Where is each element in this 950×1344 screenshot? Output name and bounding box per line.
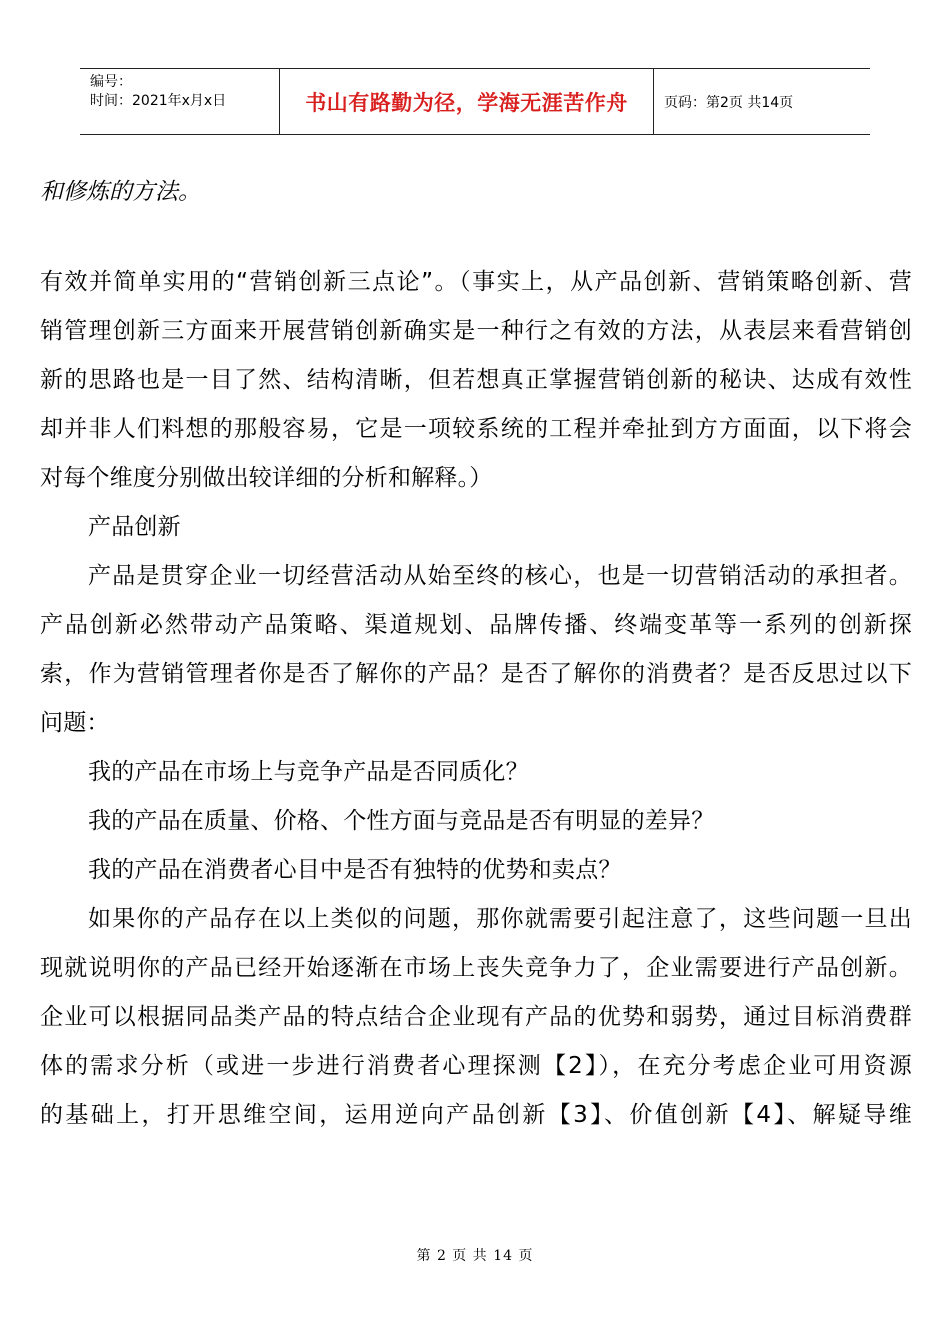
header-motto: 书山有路勤为径，学海无涯苦作舟	[280, 69, 654, 134]
body-line: 产品创新必然带动产品策略、渠道规划、品牌传播、终端变革等一系列的创新探	[40, 612, 912, 638]
time-label: 时间：2021年x月x日	[90, 93, 227, 109]
body-line: 的基础上，打开思维空间，运用逆向产品创新【3】、价值创新【4】、解疑导维	[40, 1102, 912, 1128]
body-line: 销管理创新三方面来开展营销创新确实是一种行之有效的方法，从表层来看营销创	[40, 318, 912, 344]
body-line: 企业可以根据同品类产品的特点结合企业现有产品的优势和弱势，通过目标消费群	[40, 1004, 912, 1030]
body-line: 体的需求分析（或进一步进行消费者心理探测【2】），在充分考虑企业可用资源	[40, 1053, 912, 1079]
document-body	[40, 258, 912, 1140]
page-header	[80, 68, 870, 135]
continued-line: 和修炼的方法。	[40, 179, 201, 205]
number-label: 编号：	[90, 74, 132, 90]
body-line: 新的思路也是一目了然、结构清晰，但若想真正掌握营销创新的秘诀、达成有效性	[40, 367, 912, 393]
header-meta	[80, 69, 280, 134]
section-heading: 产品创新	[88, 514, 181, 540]
body-line: 却并非人们料想的那般容易，它是一项较系统的工程并牵扯到方方面面，以下将会	[40, 416, 912, 442]
body-line: 产品是贯穿企业一切经营活动从始至终的核心，也是一切营销活动的承担者。	[88, 563, 912, 589]
question-line: 我的产品在市场上与竞争产品是否同质化？	[88, 759, 529, 785]
question-line: 我的产品在消费者心目中是否有独特的优势和卖点？	[88, 857, 622, 883]
body-line: 问题：	[40, 710, 110, 736]
page-footer: 第 2 页 共 14 页	[416, 1248, 534, 1264]
body-line: 如果你的产品存在以上类似的问题，那你就需要引起注意了，这些问题一旦出	[88, 906, 912, 932]
body-line: 有效并简单实用的“营销创新三点论”。（事实上，从产品创新、营销策略创新、营	[40, 269, 912, 295]
body-line: 现就说明你的产品已经开始逐渐在市场上丧失竞争力了，企业需要进行产品创新。	[40, 955, 912, 981]
header-page-info: 页码：第2页 共14页	[664, 94, 794, 111]
body-line: 对每个维度分别做出较详细的分析和解释。）	[40, 465, 493, 491]
body-line: 索，作为营销管理者你是否了解你的产品？是否了解你的消费者？是否反思过以下	[40, 661, 912, 687]
question-line: 我的产品在质量、价格、个性方面与竞品是否有明显的差异？	[88, 808, 715, 834]
